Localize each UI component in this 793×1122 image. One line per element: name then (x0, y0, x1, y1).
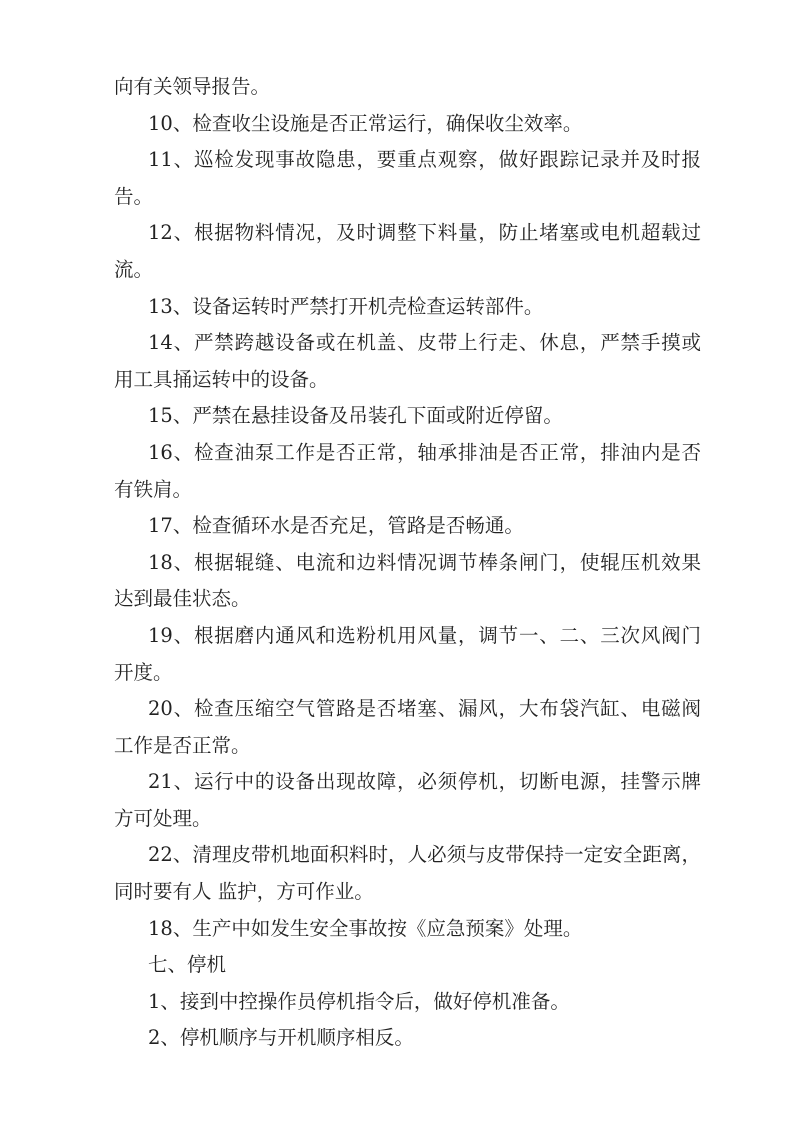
paragraph (114, 215, 701, 288)
text-line: 20、检查压缩空气管路是否堵塞、漏风，大布袋汽缸、电磁阀 (148, 697, 701, 721)
paragraph (114, 1020, 701, 1057)
paragraph (114, 911, 701, 948)
text-line: 流。 (114, 257, 154, 281)
paragraph (114, 691, 701, 764)
text-line: 17、检查循环水是否充足，管路是否畅通。 (148, 514, 524, 538)
paragraph (114, 398, 701, 435)
paragraph (114, 69, 701, 106)
text-line: 22、清理皮带机地面积料时，人必须与皮带保持一定安全距离， (148, 843, 701, 867)
paragraph (114, 764, 701, 837)
text-line: 14、严禁跨越设备或在机盖、皮带上行走、休息，严禁手摸或 (148, 331, 701, 355)
text-line: 18、根据辊缝、电流和边料情况调节棒条闸门，使辊压机效果 (148, 550, 701, 574)
paragraph (114, 947, 701, 984)
paragraph (114, 435, 701, 508)
text-line: 达到最佳状态。 (114, 587, 251, 611)
text-line: 18、生产中如发生安全事故按《应急预案》处理。 (148, 916, 583, 940)
paragraph (114, 837, 701, 910)
text-line: 用工具捅运转中的设备。 (114, 367, 329, 391)
text-line: 11、巡检发现事故隐患，要重点观察，做好跟踪记录并及时报 (148, 148, 701, 172)
text-line: 1、接到中控操作员停机指令后，做好停机准备。 (148, 989, 570, 1013)
text-line: 13、设备运转时严禁打开机壳检查运转部件。 (148, 294, 544, 318)
text-line: 有铁肩。 (114, 477, 193, 501)
text-line: 工作是否正常。 (114, 733, 251, 757)
text-line: 15、严禁在悬挂设备及吊装孔下面或附近停留。 (148, 404, 563, 428)
paragraph (114, 545, 701, 618)
text-line: 向有关领导报告。 (114, 75, 271, 98)
text-line: 12、根据物料情况，及时调整下料量，防止堵塞或电机超载过 (148, 221, 701, 245)
paragraph (114, 106, 701, 143)
document-page (114, 69, 701, 1057)
text-line: 10、检查收尘设施是否正常运行，确保收尘效率。 (148, 111, 583, 135)
text-line: 七、停机 (148, 953, 227, 977)
text-line: 16、检查油泵工作是否正常，轴承排油是否正常，排油内是否 (148, 440, 701, 464)
paragraph (114, 289, 701, 326)
text-line: 开度。 (114, 660, 173, 684)
text-line: 方可处理。 (114, 806, 212, 830)
paragraph (114, 984, 701, 1021)
text-line: 21、运行中的设备出现故障，必须停机，切断电源，挂警示牌 (148, 770, 701, 794)
paragraph (114, 142, 701, 215)
text-line: 19、根据磨内通风和选粉机用风量，调节一、二、三次风阀门 (148, 623, 701, 647)
paragraph (114, 618, 701, 691)
paragraph (114, 325, 701, 398)
text-line: 2、停机顺序与开机顺序相反。 (148, 1026, 414, 1050)
text-line: 告。 (114, 184, 154, 208)
text-line: 同时要有人 监护，方可作业。 (114, 880, 374, 904)
paragraph (114, 508, 701, 545)
